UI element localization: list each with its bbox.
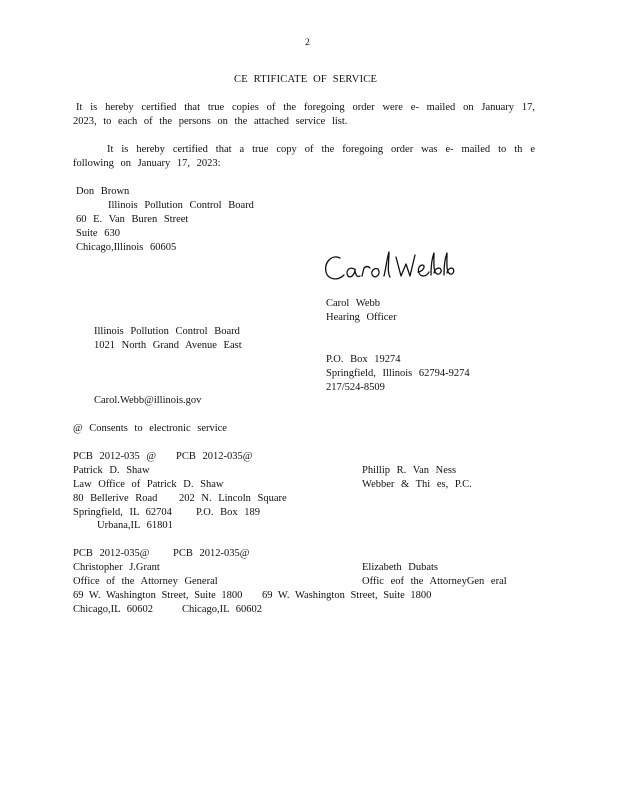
contact-city: Chicago,IL 60602 xyxy=(182,604,263,615)
signer-org: Illinois Pollution Control Board xyxy=(94,326,240,337)
recipient-city: Chicago,Illinois 60605 xyxy=(76,242,177,253)
recipient-street: 60 E. Van Buren Street xyxy=(76,214,189,225)
signer-name: Carol Webb xyxy=(326,298,380,309)
contact-street: 202 N. Lincoln Square xyxy=(179,493,287,504)
signer-phone: 217/524-8509 xyxy=(326,382,385,393)
contact-street: 80 Bellerive Road xyxy=(73,493,158,504)
contact-city: Urbana,IL 61801 xyxy=(97,520,173,531)
recipient-name: Don Brown xyxy=(76,186,130,197)
contact-street: 69 W. Washington Street, Suite 1800 xyxy=(73,590,243,601)
signature-image xyxy=(320,248,455,288)
signer-title: Hearing Officer xyxy=(326,312,397,323)
certification-paragraph-1: It is hereby certified that true copies of the foregoing order were e- mailed on January 17, 2023, to each of the persons on the attached service list. xyxy=(73,102,535,127)
signer-city: Springfield, Illinois 62794-9274 xyxy=(326,368,470,379)
recipient-org: Illinois Pollution Control Board xyxy=(108,200,254,211)
contact-office: Law Office of Patrick D. Shaw xyxy=(73,479,224,490)
contact-office: Office of the Attorney General xyxy=(73,576,218,587)
case-number: PCB 2012-035@ xyxy=(176,451,253,462)
signer-pobox: P.O. Box 19274 xyxy=(326,354,401,365)
case-number: PCB 2012-035@ xyxy=(73,548,150,559)
signer-address: 1021 North Grand Avenue East xyxy=(94,340,242,351)
document-title: CE RTIFICATE OF SERVICE xyxy=(234,74,378,85)
contact-name: Patrick D. Shaw xyxy=(73,465,150,476)
case-number: PCB 2012-035@ xyxy=(173,548,250,559)
certification-paragraph-2: It is hereby certified that a true copy of the foregoing order was e- mailed to th e following on January 17, 2023: xyxy=(73,144,535,169)
contact-office: Offic eof the AttorneyGen eral xyxy=(362,576,507,587)
signer-email: Carol.Webb@illinois.gov xyxy=(94,395,202,406)
contact-name: Christopher J.Grant xyxy=(73,562,160,573)
contact-city: Springfield, IL 62704 xyxy=(73,507,172,518)
consent-note: @ Consents to electronic service xyxy=(73,423,227,434)
recipient-suite: Suite 630 xyxy=(76,228,120,239)
contact-name: Phillip R. Van Ness xyxy=(362,465,457,476)
page-number: 2 xyxy=(305,38,310,48)
contact-street: 69 W. Washington Street, Suite 1800 xyxy=(262,590,432,601)
contact-city: Chicago,IL 60602 xyxy=(73,604,154,615)
contact-name: Elizabeth Dubats xyxy=(362,562,439,573)
contact-office: Webber & Thi es, P.C. xyxy=(362,479,472,490)
case-number: PCB 2012-035 @ xyxy=(73,451,157,462)
contact-pobox: P.O. Box 189 xyxy=(196,507,261,518)
